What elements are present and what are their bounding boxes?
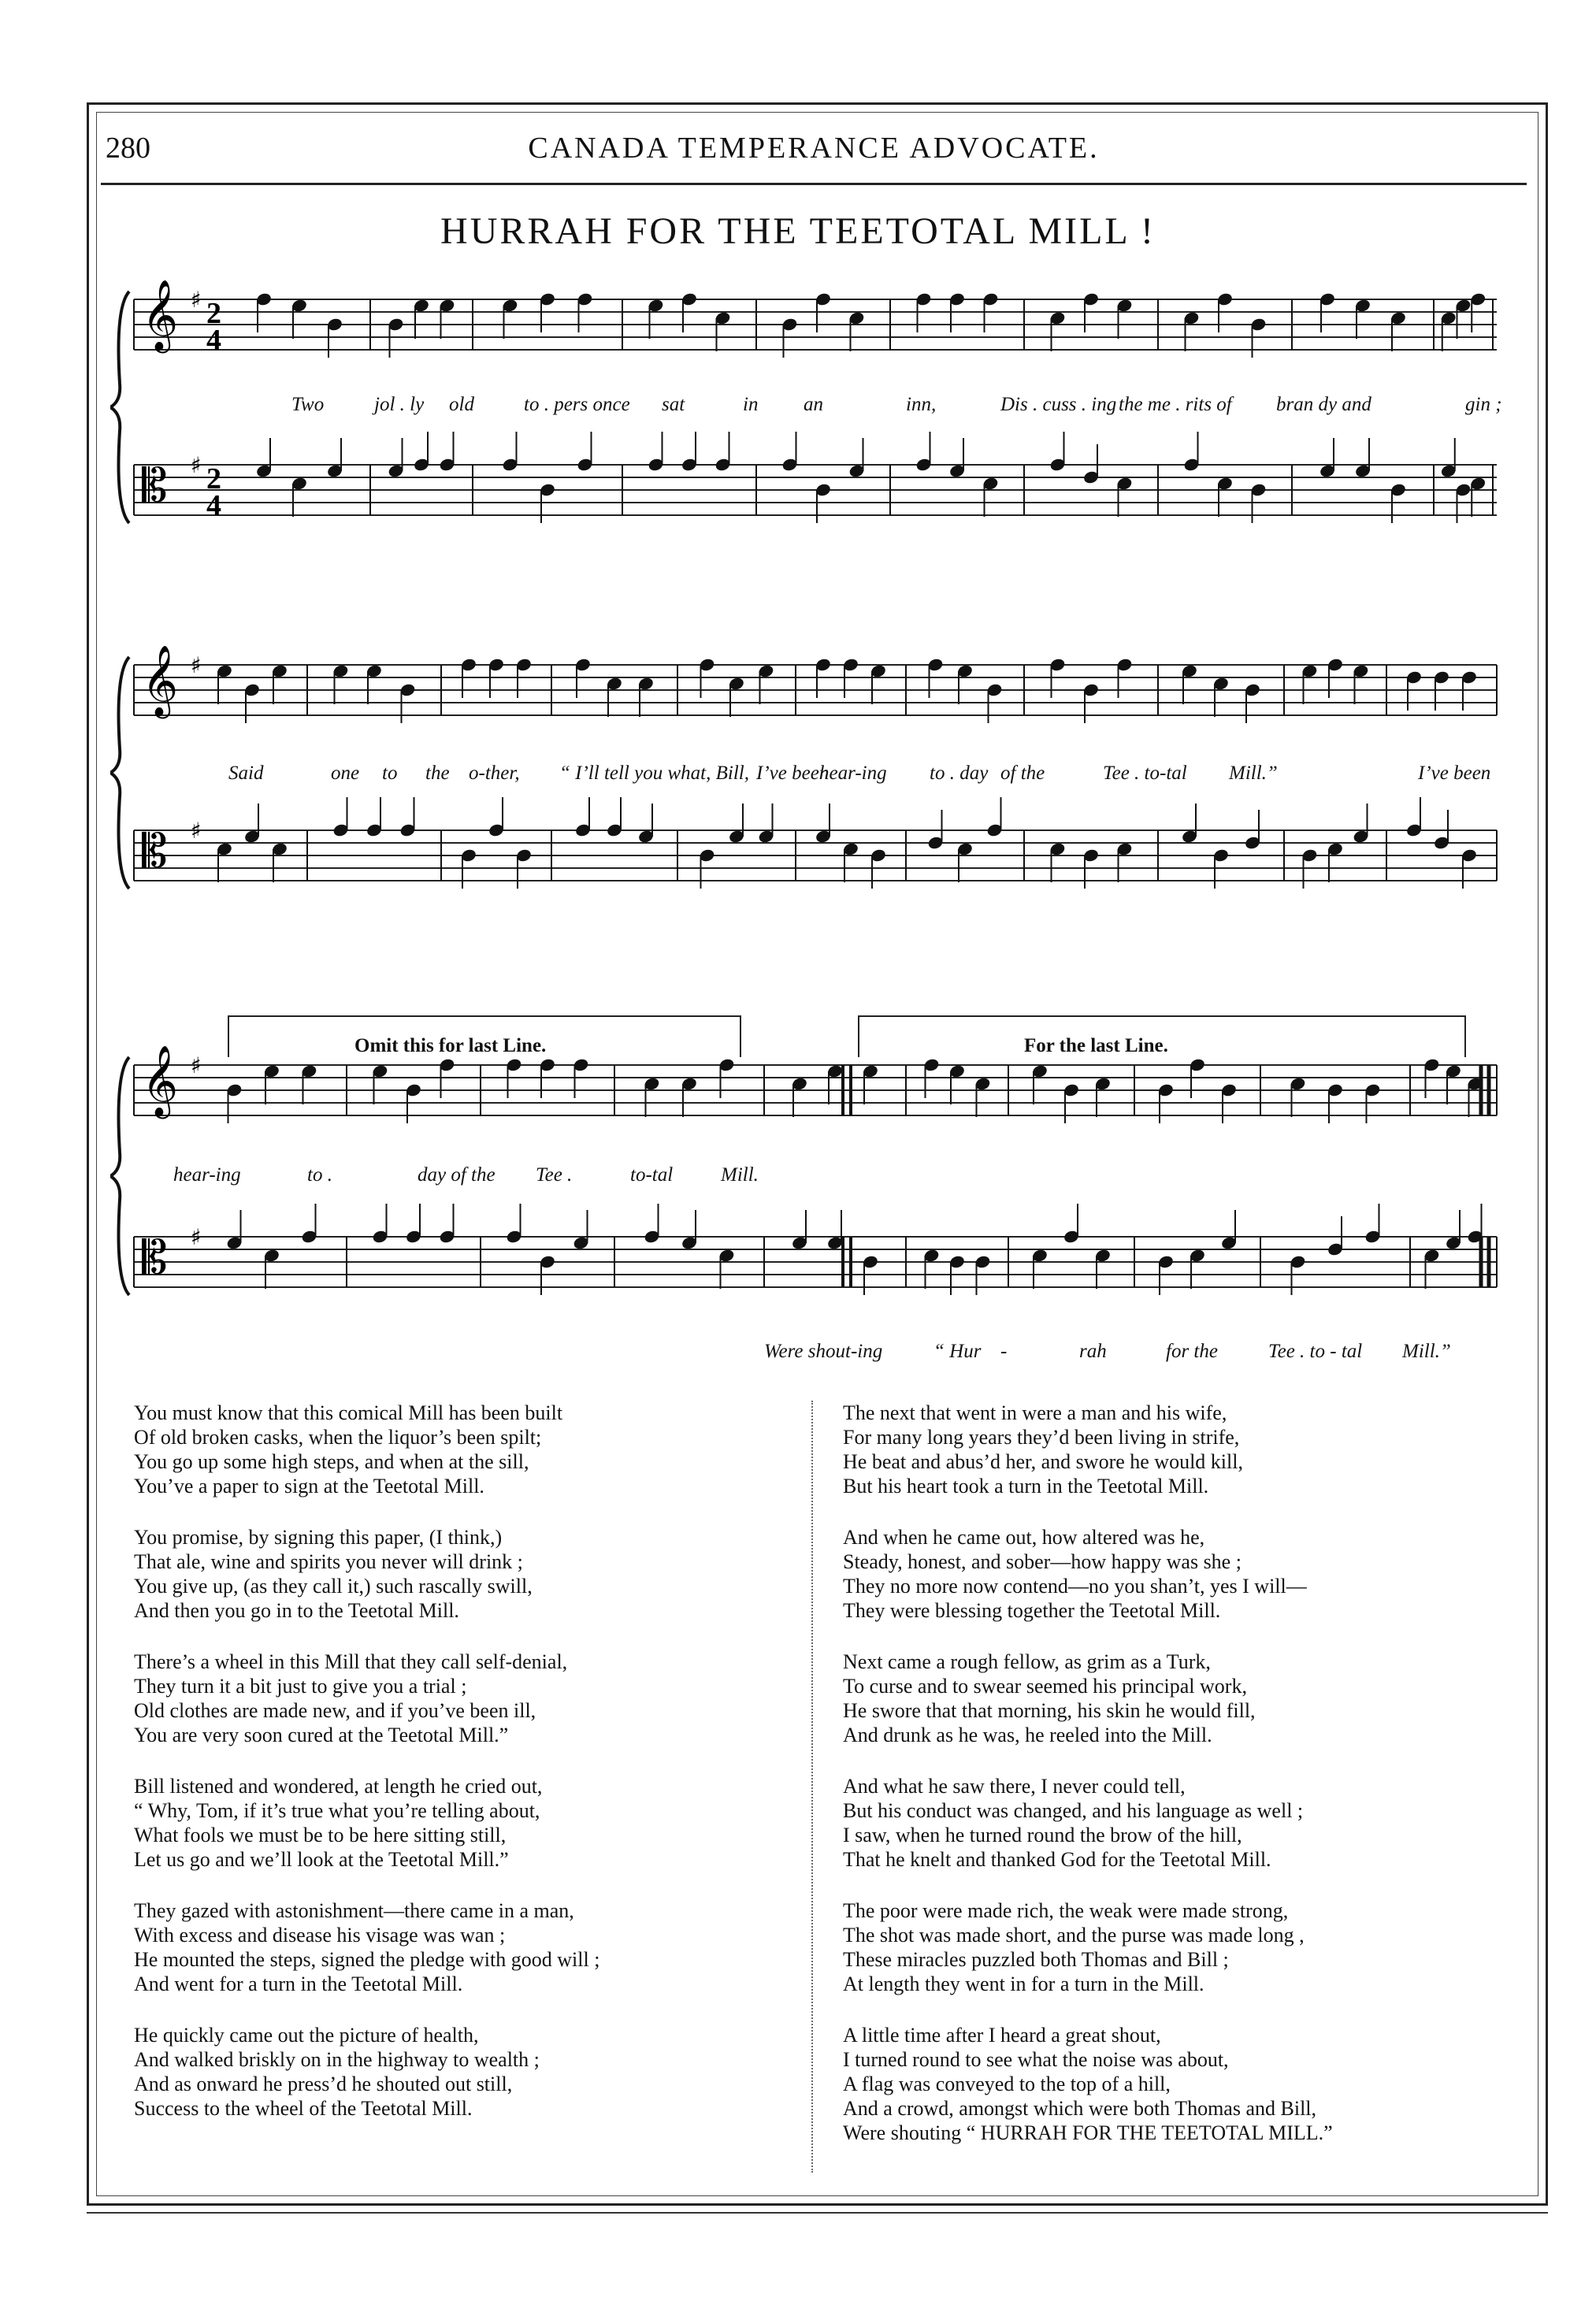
lyric-syllable: one (331, 763, 360, 784)
lyric-syllable: “ Hur (933, 1341, 982, 1362)
verse-line: Old clothes are made new, and if you’ve been ill, (134, 1699, 536, 1722)
verse-line: I saw, when he turned round the brow of the hill, (843, 1824, 1242, 1846)
stanza (134, 1650, 796, 1747)
lyric-syllable: Dis . cuss . ing (1000, 394, 1117, 415)
score-system-3 (110, 1000, 1520, 1379)
verse-line: Steady, honest, and sober—how happy was she ; (843, 1550, 1242, 1573)
stanza (134, 1774, 796, 1872)
verse-line: These miracles puzzled both Thomas and Bill ; (843, 1948, 1229, 1971)
lyric-syllable: Tee . (536, 1164, 573, 1186)
verses (126, 1401, 1512, 2180)
lyric-syllable: Tee . to-tal (1103, 763, 1187, 784)
lyric-syllable: I’ve been (756, 763, 830, 784)
lyric-syllable: in (743, 394, 759, 415)
journal-title: CANADA TEMPERANCE ADVOCATE. (528, 132, 1100, 165)
verse-line: You give up, (as they call it,) such rascally swill, (134, 1575, 533, 1598)
lyric-syllable: for the (1166, 1341, 1218, 1362)
verse-line: You promise, by signing this paper, (I think,) (134, 1526, 503, 1549)
lyric-syllable: day of the (418, 1164, 496, 1186)
stanza (843, 1650, 1505, 1747)
column-divider (811, 1401, 813, 2173)
verse-line: The poor were made rich, the weak were made strong, (843, 1899, 1289, 1922)
verse-line: And what he saw there, I never could tell, (843, 1775, 1186, 1798)
verse-line: You must know that this comical Mill has been built (134, 1401, 563, 1424)
verse-line: A little time after I heard a great shout, (843, 2024, 1161, 2047)
verse-line: The shot was made short, and the purse was made long , (843, 1924, 1305, 1947)
page-header (101, 126, 1527, 181)
verse-line: They were blessing together the Teetotal Mill. (843, 1599, 1221, 1622)
verse-line: He swore that that morning, his skin he would fill, (843, 1699, 1256, 1722)
verse-line: And went for a turn in the Teetotal Mill. (134, 1973, 463, 1995)
omit-for-last-line-label: Omit this for last Line. (354, 1035, 547, 1056)
lyric-syllable: Tee . to - tal (1268, 1341, 1363, 1362)
stanza (843, 1401, 1505, 1498)
verse-line: And when he came out, how altered was he, (843, 1526, 1205, 1549)
time-signature: 2 (206, 297, 221, 330)
verse-line: What fools we must be to be here sitting still, (134, 1824, 507, 1846)
music-system-1 (110, 276, 1520, 607)
stanza (134, 1898, 796, 1996)
verse-line: Next came a rough fellow, as grim as a Turk, (843, 1650, 1211, 1673)
lyric-syllable: to . (307, 1164, 332, 1186)
sharp-icon: ♯ (191, 1224, 202, 1250)
sharp-icon: ♯ (191, 287, 202, 313)
score-system-1 (110, 276, 1520, 607)
lyric-syllable: the me . rits of (1119, 394, 1232, 415)
verses-left-column (134, 1401, 796, 2147)
lyric-syllable: sat (662, 394, 685, 415)
verse-line: He mounted the steps, signed the pledge with good will ; (134, 1948, 600, 1971)
lyric-syllable: to . day (930, 763, 989, 784)
lyric-syllable: the (425, 763, 450, 784)
header-rule (101, 183, 1527, 185)
verse-line: With excess and disease his visage was wan ; (134, 1924, 506, 1947)
lyric-syllable: I’ve been (1418, 763, 1491, 784)
lyric-syllable: Two (291, 394, 325, 415)
stanza (843, 1525, 1505, 1623)
bottom-rule (87, 2212, 1548, 2214)
treble-clef-icon: 𝄞 (142, 280, 179, 351)
treble-clef-icon: 𝄞 (142, 645, 179, 716)
lyric-syllable: Mill.” (1402, 1341, 1451, 1362)
treble-clef-icon: 𝄞 (142, 1045, 179, 1116)
verse-line: But his conduct was changed, and his language as well ; (843, 1799, 1304, 1822)
lyric-syllable: Said (228, 763, 264, 784)
lyric-syllable: Mill. (721, 1164, 759, 1186)
verse-line: They turn it a bit just to give you a trial ; (134, 1675, 467, 1698)
lyric-syllable: rah (1079, 1341, 1107, 1362)
brace (110, 1057, 129, 1295)
verse-line: You’ve a paper to sign at the Teetotal Mill. (134, 1475, 484, 1498)
verse-line: Success to the wheel of the Teetotal Mill. (134, 2097, 473, 2120)
verse-line: They no more now contend—no you shan’t, yes I will— (843, 1575, 1307, 1598)
lyric-syllable: - (1000, 1341, 1008, 1362)
verse-line: And a crowd, amongst which were both Thomas and Bill, (843, 2097, 1317, 2120)
lyric-syllable: to . pers once (524, 394, 630, 415)
lyric-syllable: an (804, 394, 823, 415)
verse-line: For many long years they’d been living in strife, (843, 1426, 1240, 1449)
verse-line: “ Why, Tom, if it’s true what you’re telling about, (134, 1799, 540, 1822)
verse-line: Let us go and we’ll look at the Teetotal Mill.” (134, 1848, 509, 1871)
verse-line: A flag was conveyed to the top of a hill, (843, 2073, 1171, 2095)
song-title: HURRAH FOR THE TEETOTAL MILL ! (440, 210, 1156, 252)
lyric-syllable: bran dy and (1276, 394, 1371, 415)
lyric-syllable: hear-ing (819, 763, 887, 784)
lyric-syllable: Were shout-ing (764, 1341, 883, 1362)
stanza (134, 2023, 796, 2121)
tenor-clef-icon: 𝄡 (142, 458, 168, 512)
lyric-syllable: o-ther, (469, 763, 520, 784)
tenor-clef-icon: 𝄡 (142, 1230, 168, 1284)
verse-line: And walked briskly on in the highway to wealth ; (134, 2048, 540, 2071)
verse-line: And drunk as he was, he reeled into the Mill. (843, 1724, 1212, 1746)
time-signature: 2 (206, 462, 221, 495)
lyric-syllable: jol . ly (374, 394, 425, 415)
page-number: 280 (106, 132, 150, 165)
for-last-line-label: For the last Line. (1024, 1035, 1168, 1056)
lyric-syllable: to-tal (630, 1164, 674, 1186)
time-signature: 4 (206, 489, 221, 522)
verse-line: You are very soon cured at the Teetotal Mill.” (134, 1724, 509, 1746)
verse-line: And then you go in to the Teetotal Mill. (134, 1599, 459, 1622)
music-system-3 (110, 1000, 1520, 1379)
verse-line: You go up some high steps, and when at the sill, (134, 1450, 529, 1473)
stanza (843, 2023, 1505, 2145)
verse-line: Bill listened and wondered, at length he cried out, (134, 1775, 543, 1798)
sharp-icon: ♯ (191, 452, 202, 478)
tenor-clef-icon: 𝄡 (142, 824, 168, 878)
stanza (843, 1774, 1505, 1872)
sharp-icon: ♯ (191, 652, 202, 678)
sharp-icon: ♯ (191, 818, 202, 844)
verse-line: He beat and abus’d her, and swore he would kill, (843, 1450, 1243, 1473)
brace (110, 291, 129, 523)
music-system-2 (110, 638, 1520, 977)
verse-line: That he knelt and thanked God for the Teetotal Mill. (843, 1848, 1271, 1871)
stanza (134, 1401, 796, 1498)
verse-line: He quickly came out the picture of health, (134, 2024, 479, 2047)
lyric-syllable: gin ; (1465, 394, 1502, 415)
verse-line: To curse and to swear seemed his principal work, (843, 1675, 1247, 1698)
stanza (843, 1898, 1505, 1996)
lyric-syllable: old (449, 394, 474, 415)
verses-right-column (843, 1401, 1505, 2172)
lyric-syllable: inn, (906, 394, 937, 415)
lyric-syllable: Mill.” (1229, 763, 1278, 784)
lyric-syllable: hear-ing (173, 1164, 241, 1186)
verse-line: I turned round to see what the noise was about, (843, 2048, 1229, 2071)
brace (110, 657, 129, 889)
lyric-syllable: to (382, 763, 398, 784)
verse-line: There’s a wheel in this Mill that they call self-denial, (134, 1650, 568, 1673)
verse-line: But his heart took a turn in the Teetotal Mill. (843, 1475, 1209, 1498)
sharp-icon: ♯ (191, 1052, 202, 1078)
time-signature: 4 (206, 324, 221, 357)
verse-line: They gazed with astonishment—there came in a man, (134, 1899, 574, 1922)
verse-line: The next that went in were a man and his wife, (843, 1401, 1227, 1424)
lyric-syllable: of the (1000, 763, 1045, 784)
stanza (134, 1525, 796, 1623)
verse-line: That ale, wine and spirits you never will drink ; (134, 1550, 523, 1573)
verse-line: Of old broken casks, when the liquor’s been spilt; (134, 1426, 542, 1449)
verse-line: At length they went in for a turn in the Mill. (843, 1973, 1204, 1995)
lyric-syllable: “ I’ll tell you what, Bill, (559, 763, 749, 784)
verse-line: Were shouting “ HURRAH FOR THE TEETOTAL MILL.” (843, 2121, 1333, 2144)
verse-line: And as onward he press’d he shouted out still, (134, 2073, 513, 2095)
score-system-2 (110, 638, 1520, 977)
